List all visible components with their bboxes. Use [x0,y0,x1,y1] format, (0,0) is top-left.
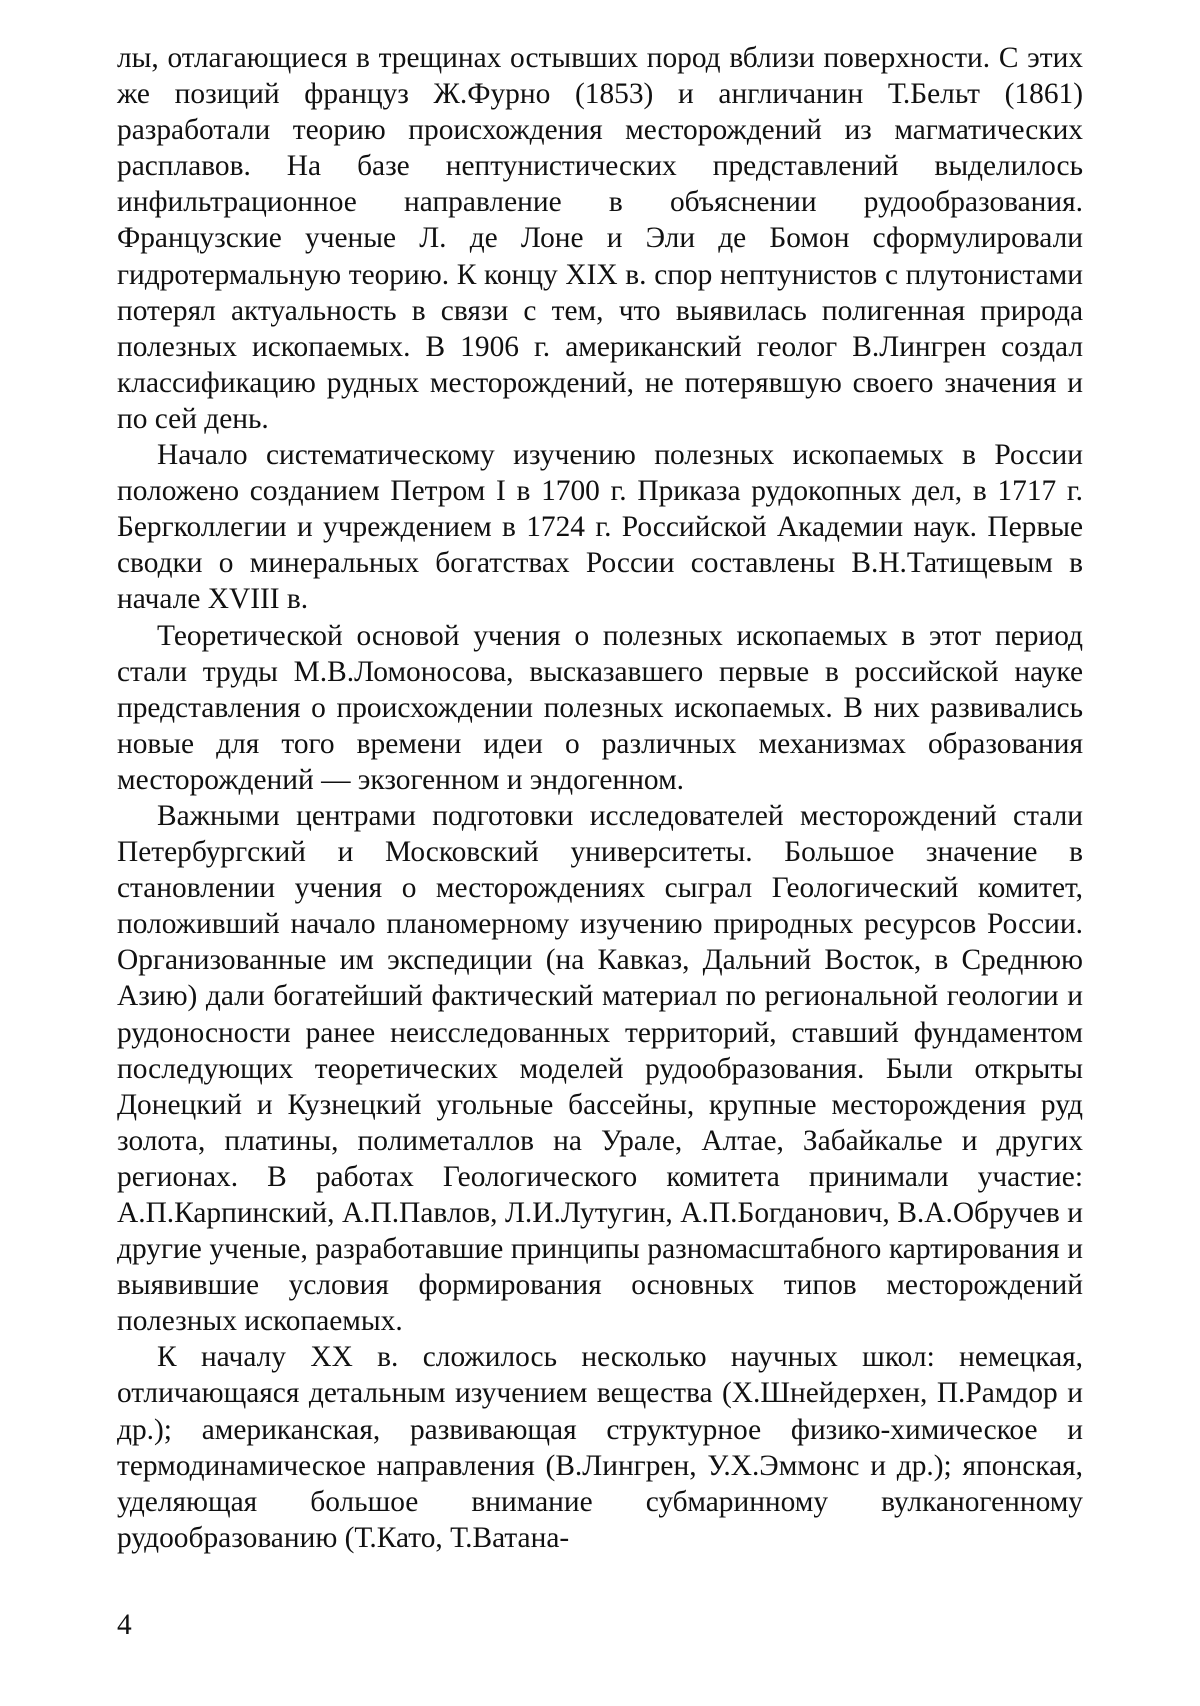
paragraph-4: Важными центрами подготовки исследователей месторождений стали Петербургский и Московский университеты. Большое значение в становлении учения о месторождениях сыграл Геологический комитет, положивший начало планомерному изучению природных ресурсов России. Организованные им экспедиции (на Кавказ, Дальний Восток, в Среднюю Азию) дали богатейший фактический материал по региональной геологии и рудоносности ранее неисследованных территорий, ставший фундаментом последующих теоретических моделей рудообразования. Были открыты Донецкий и Кузнецкий угольные бассейны, крупные месторождения руд золота, платины, полиметаллов на Урале, Алтае, Забайкалье и других регионах. В работах Геологического комитета принимали участие: А.П.Карпинский, А.П.Павлов, Л.И.Лутугин, А.П.Богданович, В.А.Обручев и другие ученые, разработавшие принципы разномасштабного картирования и выявившие условия формирования основных типов месторождений полезных ископаемых. [117,799,1083,1338]
paragraph-1: лы, отлагающиеся в трещинах остывших пород вблизи поверхности. С этих же позиций француз Ж.Фурно (1853) и англичанин Т.Бельт (1861) разработали теорию происхождения месторождений из магматических расплавов. На базе нептунистических представлений выделилось инфильтрационное направление в объяснении рудообразования. Французские ученые Л. де Лоне и Эли де Бомон сформулировали гидротермальную теорию. К концу XIX в. спор нептунистов с плутонистами потерял актуальность в связи с тем, что выявилась полигенная природа полезных ископаемых. В 1906 г. американский геолог В.Лингрен создал классификацию рудных месторождений, не потерявшую своего значения и по сей день. [117,42,1083,435]
paragraph-2: Начало систематическому изучению полезных ископаемых в России положено созданием Петром I в 1700 г. Приказа рудокопных дел, в 1717 г. Бергколлегии и учреждением в 1724 г. Российской Академии наук. Первые сводки о минеральных богатствах России составлены В.Н.Татищевым в начале XVIII в. [117,439,1083,616]
paragraph-3: Теоретической основой учения о полезных ископаемых в этот период стали труды М.В.Ломоносова, высказавшего первые в российской науке представления о происхождении полезных ископаемых. В них развивались новые для того времени идеи о различных механизмах образования месторождений — экзогенном и эндогенном. [117,619,1083,796]
page-body [117,40,1083,1556]
paragraph-5: К началу XX в. сложилось несколько научных школ: немецкая, отличающаяся детальным изучением вещества (Х.Шнейдерхен, П.Рамдор и др.); американская, развивающая структурное физико-химическое и термодинамическое направления (В.Лингрен, У.Х.Эммонс и др.); японская, уделяющая большое внимание субмаринному вулканогенному рудообразованию (Т.Като, Т.Ватана- [117,1341,1083,1554]
page-number: 4 [117,1609,132,1641]
